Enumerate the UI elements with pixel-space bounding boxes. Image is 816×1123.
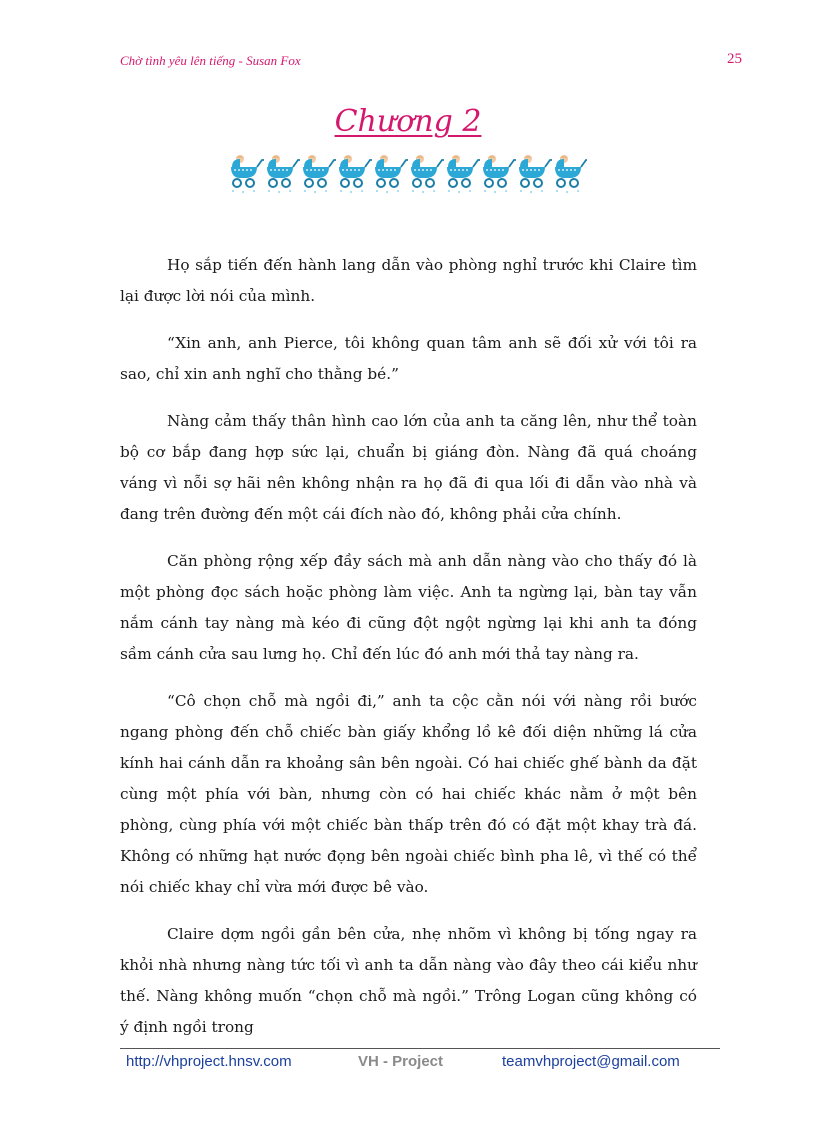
baby-carriage-icon bbox=[447, 155, 480, 193]
paragraph: “Cô chọn chỗ mà ngồi đi,” anh ta cộc cằn nói với nàng rồi bước ngang phòng đến chỗ chiếc bàn giấy khổng lồ kê đối diện những lá cửa kính hai cánh dẫn ra khoảng sân bên ngoài. Có hai chiếc ghế bành da đặt cùng một phía với bàn, nhưng còn có hai chiếc khác nằm ở một bên phòng, cùng phía với một chiếc bàn thấp trên đó có đặt một khay trà đá. Không có những hạt nước đọng bên ngoài chiếc bình pha lê, vì thế có thể nói chiếc khay chỉ vừa mới được bê vào. bbox=[120, 692, 697, 896]
baby-carriage-icon bbox=[519, 155, 552, 193]
footer-divider bbox=[120, 1048, 720, 1049]
page-number: 25 bbox=[727, 51, 742, 67]
baby-carriage-icon bbox=[483, 155, 516, 193]
book-title-header: Chờ tình yêu lên tiếng - Susan Fox bbox=[120, 53, 301, 68]
paragraph: Căn phòng rộng xếp đầy sách mà anh dẫn nàng vào cho thấy đó là một phòng đọc sách hoặc phòng làm việc. Anh ta ngừng lại, bàn tay vẫn nắm cánh tay nàng mà kéo đi cũng đột ngột ngừng lại khi anh ta đóng sầm cánh cửa sau lưng họ. Chỉ đến lúc đó anh mới thả tay nàng ra. bbox=[120, 552, 697, 663]
baby-carriage-icon bbox=[555, 155, 587, 193]
baby-carriage-icon bbox=[375, 155, 408, 193]
baby-carriage-icon bbox=[231, 155, 264, 193]
chapter-body bbox=[120, 250, 697, 1059]
footer-email-link[interactable]: teamvhproject@gmail.com bbox=[502, 1053, 680, 1070]
paragraph: Claire dợm ngồi gần bên cửa, nhẹ nhõm vì không bị tống ngay ra khỏi nhà nhưng nàng tức tối vì anh ta dẫn nàng vào đây theo cái kiểu như thế. Nàng không muốn “chọn chỗ mà ngồi.” Trông Logan cũng không có ý định ngồi trong bbox=[120, 925, 697, 1036]
footer-project-name: VH - Project bbox=[358, 1053, 444, 1070]
paragraph: Nàng cảm thấy thân hình cao lớn của anh ta căng lên, như thể toàn bộ cơ bắp đang hợp sức lại, chuẩn bị giáng đòn. Nàng đã quá choáng váng vì nỗi sợ hãi nên không nhận ra họ đã đi qua lối đi dẫn vào nhà và đang trên đường đến một cái đích nào đó, không phải cửa chính. bbox=[120, 412, 697, 523]
footer-website-link[interactable]: http://vhproject.hnsv.com bbox=[126, 1053, 292, 1070]
paragraph: “Xin anh, anh Pierce, tôi không quan tâm anh sẽ đối xử với tôi ra sao, chỉ xin anh nghĩ cho thằng bé.” bbox=[120, 334, 697, 383]
chapter-title: Chương 2 bbox=[334, 104, 482, 139]
chapter-ornament bbox=[229, 153, 587, 195]
baby-carriage-icon bbox=[267, 155, 300, 193]
paragraph: Họ sắp tiến đến hành lang dẫn vào phòng nghỉ trước khi Claire tìm lại được lời nói của mình. bbox=[120, 256, 697, 305]
baby-carriage-icon bbox=[303, 155, 336, 193]
baby-carriage-icon bbox=[339, 155, 372, 193]
baby-carriage-icon bbox=[411, 155, 444, 193]
